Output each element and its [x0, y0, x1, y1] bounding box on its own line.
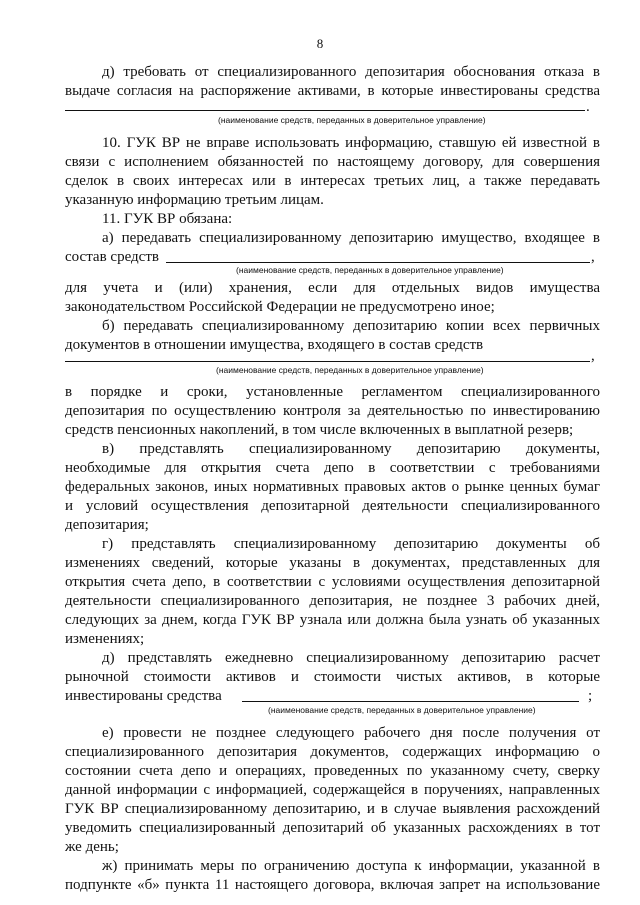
text-line: указанную информацию третьим лицам. — [65, 192, 324, 208]
text-line: депозитария по осуществлению контроля за деятельностью по инвестированию — [65, 403, 600, 419]
text-line: же день; — [65, 839, 119, 855]
blank-caption: (наименование средств, переданных в доверительное управление) — [236, 265, 504, 275]
text-line: следующих за днем, когда ГУК ВР узнала или должна была узнать об указанных — [65, 612, 600, 628]
text-line: изменениях сведений, которые указаны в документах, представленных для — [65, 555, 600, 571]
text-line: 10. ГУК ВР не вправе использовать информацию, ставшую ей известной в — [102, 135, 600, 151]
text-line: ж) принимать меры по ограничению доступа к информации, указанной в — [102, 858, 600, 874]
text-line: и условий осуществления депозитарной деятельности специализированного — [65, 498, 600, 514]
text-line: выдаче согласия на распоряжение активами, в которые инвестированы средства — [65, 83, 600, 99]
text-line: связи с исполнением обязанностей по настоящему договору, для совершения — [65, 154, 600, 170]
text-line: д) представлять ежедневно специализированному депозитарию расчет — [102, 650, 600, 666]
fill-in-blank — [65, 110, 585, 111]
blank-caption: (наименование средств, переданных в доверительное управление) — [216, 365, 484, 375]
text-line: ГУК ВР специализированному депозитарию, и в случае выявления расхождений — [65, 801, 600, 817]
text-line: , — [591, 348, 595, 364]
text-line: . — [586, 99, 590, 115]
text-line: для учета и (или) хранения, если для отдельных видов имущества — [65, 280, 600, 296]
text-line: данной информации с информацией, содержащейся в поручениях, направленных — [65, 782, 600, 798]
fill-in-blank — [65, 361, 590, 362]
page-number: 8 — [316, 36, 324, 51]
blank-caption: (наименование средств, переданных в доверительное управление) — [218, 115, 486, 125]
text-line: б) передавать специализированному депозитарию копии всех первичных — [102, 318, 600, 334]
text-line: состав средств — [65, 249, 159, 265]
text-line: состоянии счета депо и операциях, проведенных по указанному счету, сверку — [65, 763, 600, 779]
text-line: деятельности специализированного депозитария, не позднее 3 рабочих дней, — [65, 593, 600, 609]
text-line: сделок в своих интересах или в интересах третьих лиц, а также передавать — [65, 173, 600, 189]
section-heading: 11. ГУК ВР обязана: — [102, 211, 233, 227]
fill-in-blank — [166, 262, 590, 263]
text-line: специализированного депозитария документов, содержащих информацию о — [65, 744, 600, 760]
text-line: д) требовать от специализированного депозитария обоснования отказа в — [102, 64, 600, 80]
text-line: г) представлять специализированному депозитарию документы об — [102, 536, 600, 552]
fill-in-blank — [242, 701, 579, 702]
text-line: законодательством Российской Федерации не предусмотрено иное; — [65, 299, 495, 315]
text-line: открытия счета депо, в соответствии с условиями осуществления депозитарной — [65, 574, 600, 590]
text-line: изменениях; — [65, 631, 145, 647]
text-line: подпункте «б» пункта 11 настоящего договора, включая запрет на использование — [65, 877, 600, 893]
text-line: е) провести не позднее следующего рабочего дня после получения от — [102, 725, 600, 741]
text-line: документов в отношении имущества, входящего в состав средств — [65, 337, 484, 353]
text-line: ; — [588, 688, 593, 704]
text-line: в) представлять специализированному депозитарию документы, — [102, 441, 600, 457]
text-line: , — [591, 249, 595, 265]
text-line: необходимые для открытия счета депо в соответствии с требованиями — [65, 460, 600, 476]
blank-caption: (наименование средств, переданных в доверительное управление) — [268, 705, 536, 715]
text-line: инвестированы средства — [65, 688, 222, 704]
text-line: а) передавать специализированному депозитарию имущество, входящее в — [102, 230, 600, 246]
text-line: уведомить специализированный депозитарий об указанных расхождениях в тот — [65, 820, 600, 836]
text-line: рыночной стоимости активов и стоимости чистых активов, в которые — [65, 669, 600, 685]
text-line: средств пенсионных накоплений, в том числе включенных в выплатной резерв; — [65, 422, 574, 438]
text-line: депозитария; — [65, 517, 149, 533]
text-line: федеральных законов, иных нормативных правовых актов о рынке ценных бумаг — [65, 479, 600, 495]
text-line: в порядке и сроки, установленные регламентом специализированного — [65, 384, 600, 400]
